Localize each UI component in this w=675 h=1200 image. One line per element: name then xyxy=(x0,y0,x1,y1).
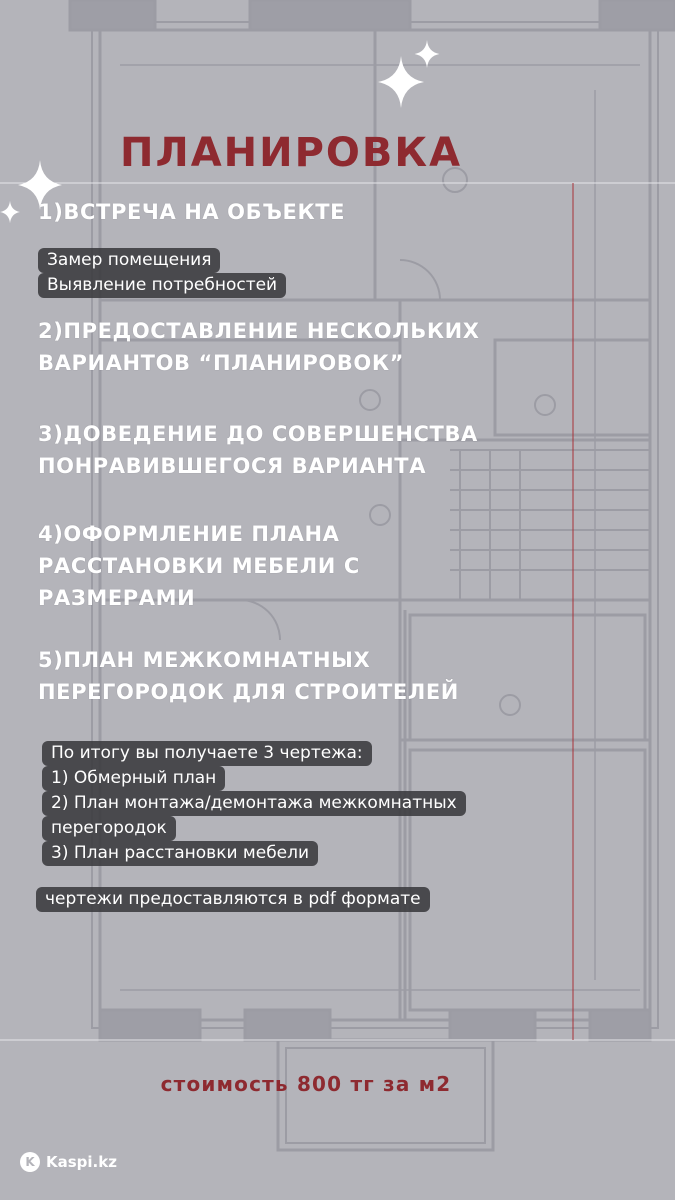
format-note: чертежи предоставляются в pdf формате xyxy=(36,887,430,912)
step-2-line: 2)ПРЕДОСТАВЛЕНИЕ НЕСКОЛЬКИХ xyxy=(38,319,480,343)
step-4-line: РАЗМЕРАМИ xyxy=(38,586,196,610)
step-4-line: РАССТАНОВКИ МЕБЕЛИ С xyxy=(38,554,360,578)
price-text: стоимость 800 тг за м2 xyxy=(160,1072,452,1096)
result-item: 2) План монтажа/демонтажа межкомнатных xyxy=(42,791,466,816)
step-3-line: 3)ДОВЕДЕНИЕ ДО СОВЕРШЕНСТВА xyxy=(38,422,478,446)
step-3-line: ПОНРАВИВШЕГОСЯ ВАРИАНТА xyxy=(38,454,427,478)
note-measurement: Замер помещения xyxy=(38,248,220,273)
step-2-heading xyxy=(38,315,480,379)
kaspi-logo-icon: K xyxy=(20,1152,40,1172)
sparkle-icon xyxy=(0,200,20,224)
note-needs: Выявление потребностей xyxy=(38,273,286,298)
brand-watermark xyxy=(20,1152,117,1172)
sparkle-icon xyxy=(414,40,440,68)
result-block xyxy=(42,741,466,866)
result-item: 3) План расстановки мебели xyxy=(42,841,318,866)
step-4-line: 4)ОФОРМЛЕНИЕ ПЛАНА xyxy=(38,522,340,546)
step-4-heading xyxy=(38,518,360,614)
page-title: ПЛАНИРОВКА xyxy=(120,130,463,176)
step-5-line: ПЕРЕГОРОДОК ДЛЯ СТРОИТЕЛЕЙ xyxy=(38,680,459,704)
result-intro: По итогу вы получаете 3 чертежа: xyxy=(42,741,372,766)
step-1-heading: 1)ВСТРЕЧА НА ОБЪЕКТЕ xyxy=(38,200,346,224)
format-note-block xyxy=(36,887,430,912)
step-2-line: ВАРИАНТОВ “ПЛАНИРОВОК” xyxy=(38,351,405,375)
step-3-heading xyxy=(38,418,478,482)
brand-name: Kaspi.kz xyxy=(46,1153,117,1171)
result-item: 1) Обмерный план xyxy=(42,766,225,791)
step-5-line: 5)ПЛАН МЕЖКОМНАТНЫХ xyxy=(38,648,371,672)
result-item: перегородок xyxy=(42,816,176,841)
step-5-heading xyxy=(38,644,459,708)
step-1-notes xyxy=(38,248,286,298)
